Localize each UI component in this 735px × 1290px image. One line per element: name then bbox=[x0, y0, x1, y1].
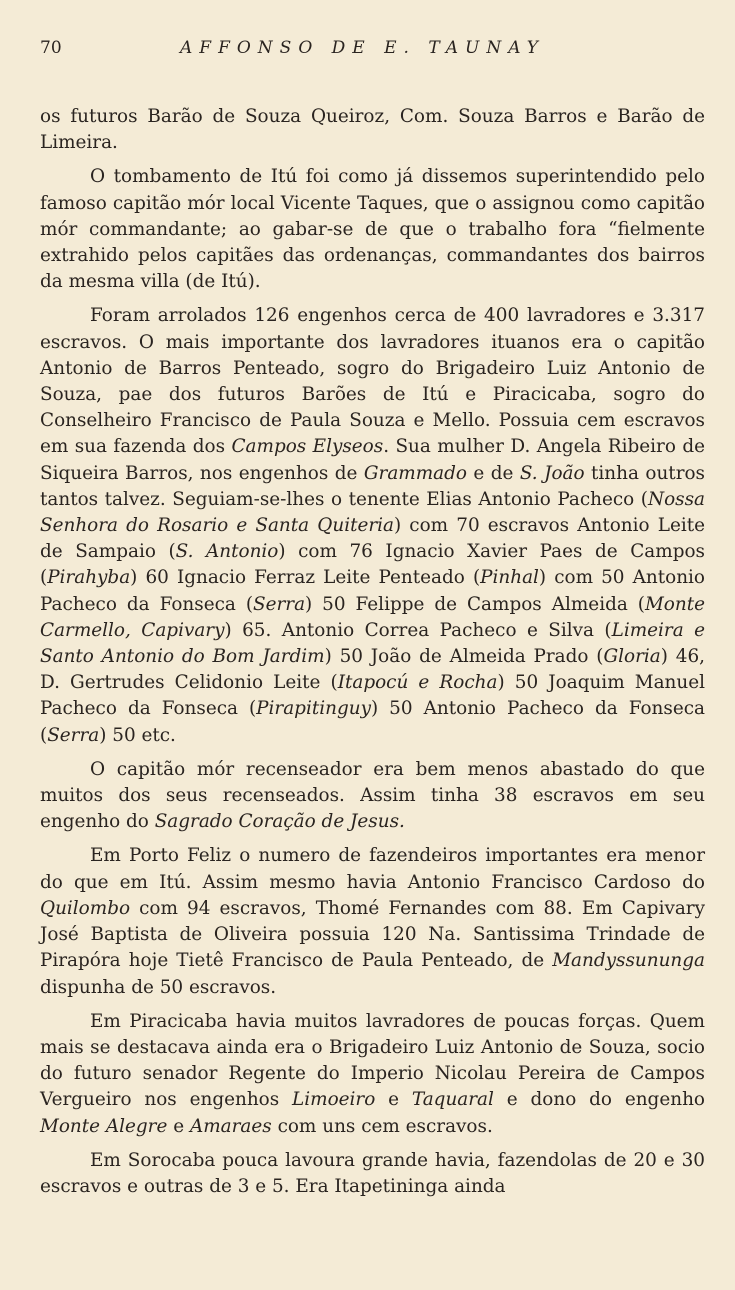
italic-text-run: S. João bbox=[519, 462, 585, 484]
italic-text-run: Mandyssununga bbox=[552, 950, 705, 972]
running-head bbox=[40, 38, 705, 70]
text-run: ) 50 João de Almeida Prado ( bbox=[324, 646, 604, 668]
running-title: AFFONSO DE E. TAUNAY bbox=[180, 38, 546, 58]
italic-text-run: Serra bbox=[47, 724, 100, 746]
text-run: ) 50 etc. bbox=[99, 724, 176, 746]
italic-text-run: Itapocú e Rocha bbox=[337, 672, 498, 694]
text-run: O capitão mór recenseador era bem menos abastado do que muitos dos seus recenseados. Assim tinha 38 escravos em seu engenho do bbox=[40, 758, 705, 833]
text-run: Foram arrolados 126 engenhos cerca de 400 lavradores e 3.317 escravos. O mais importante dos lavradores ituanos era o capitão Antonio de Barros Penteado, sogro do Brigadeiro Luiz Antonio de Souza, pae dos futuros Barões de Itú e Piracicaba, sogro do Conselheiro Francisco de Paula Souza e Mello. Possuia cem escravos em sua fazenda dos bbox=[40, 305, 705, 458]
italic-text-run: Limoeiro bbox=[292, 1089, 376, 1111]
paragraph bbox=[40, 1009, 705, 1140]
body-text bbox=[40, 104, 705, 1200]
italic-text-run: Monte Carmello, Capivary bbox=[40, 593, 705, 641]
text-run: O tombamento de Itú foi como já dissemos superintendido pelo famoso capitão mór local Vicente Taques, que o assignou como capitão mór commandante; ao gabar-se de que o trabalho fora “fielmente extrahido pelos capitães das ordenanças, commandantes dos bairros da mesma villa (de Itú). bbox=[40, 166, 705, 293]
paragraph bbox=[40, 757, 705, 836]
italic-text-run: Sagrado Coração de Jesus. bbox=[154, 811, 405, 833]
italic-text-run: Serra bbox=[253, 593, 306, 615]
italic-text-run: Monte Alegre bbox=[40, 1115, 168, 1137]
text-run: ) 60 Ignacio Ferraz Leite Penteado ( bbox=[130, 567, 481, 589]
paragraph bbox=[40, 1148, 705, 1200]
italic-text-run: Campos Elyseos bbox=[231, 436, 384, 458]
text-run: e bbox=[375, 1089, 412, 1111]
text-run: Em Porto Feliz o numero de fazendeiros importantes era menor do que em Itú. Assim mesmo havia Antonio Francisco Cardoso do bbox=[40, 845, 705, 893]
italic-text-run: Pirapitinguy bbox=[256, 698, 371, 720]
text-run: ) com 50 Antonio Pacheco da Fonseca ( bbox=[40, 567, 705, 615]
text-run: ) 50 Joaquim Manuel Pacheco da Fonseca ( bbox=[40, 672, 706, 720]
text-run: ) 65. Antonio Correa Pacheco e Silva ( bbox=[224, 619, 612, 641]
text-run: os futuros Barão de Souza Queiroz, Com. Souza Barros e Barão de Limeira. bbox=[40, 106, 705, 154]
italic-text-run: Gloria bbox=[603, 646, 661, 668]
paragraph bbox=[40, 164, 705, 295]
text-run: Em Sorocaba pouca lavoura grande havia, fazendolas de 20 e 30 escravos e outras de 3 e 5. Era Itapetininga ainda bbox=[40, 1149, 705, 1197]
text-run: ) com 76 Ignacio Xavier Paes de Campos ( bbox=[40, 541, 705, 589]
text-run: dispunha de 50 escravos. bbox=[40, 976, 277, 998]
italic-text-run: S. Antonio bbox=[175, 541, 279, 563]
text-run: e bbox=[167, 1115, 190, 1137]
text-run: tinha outros tantos talvez. Seguiam-se-lhes o tenente Elias Antonio Pacheco ( bbox=[40, 462, 705, 510]
italic-text-run: Limeira e Santo Antonio do Bom Jardim bbox=[40, 619, 705, 668]
text-run: . Sua mulher D. Angela Ribeiro de Siqueira Barros, nos engenhos de bbox=[40, 436, 705, 484]
text-run: ) 50 Felippe de Campos Almeida ( bbox=[305, 593, 645, 615]
italic-text-run: Amaraes bbox=[189, 1115, 272, 1137]
text-run: ) 50 Antonio Pacheco da Fonseca ( bbox=[40, 698, 705, 746]
italic-text-run: Pirahyba bbox=[47, 567, 131, 589]
italic-text-run: Quilombo bbox=[40, 897, 131, 919]
paragraph bbox=[40, 104, 705, 156]
italic-text-run: Pinhal bbox=[480, 567, 539, 589]
paragraph bbox=[40, 843, 705, 1000]
italic-text-run: Grammado bbox=[363, 462, 467, 484]
text-run: com 94 escravos, Thomé Fernandes com 88. Em Capivary José Baptista de Oliveira possuia 120 Na. Santissima Trindade de Pirapóra hoje Tietê Francisco de Paula Penteado, de bbox=[40, 897, 705, 972]
text-run: e dono do engenho bbox=[493, 1089, 705, 1111]
text-run: Em Piracicaba havia muitos lavradores de poucas forças. Quem mais se destacava ainda era o Brigadeiro Luiz Antonio de Souza, socio do futuro senador Regente do Imperio Nicolau Pereira de Campos Vergueiro nos engenhos bbox=[40, 1010, 705, 1111]
paragraph bbox=[40, 303, 705, 748]
text-run: ) com 70 escravos Antonio Leite de Sampaio ( bbox=[40, 515, 705, 563]
italic-text-run: Nossa Senhora do Rosario e Santa Quiteria bbox=[40, 488, 705, 537]
page-number: 70 bbox=[40, 38, 62, 58]
text-run: e de bbox=[466, 462, 520, 484]
text-run: com uns cem escravos. bbox=[271, 1115, 493, 1137]
italic-text-run: Taquaral bbox=[411, 1089, 494, 1111]
text-run: ) 46, D. Gertrudes Celidonio Leite ( bbox=[40, 646, 706, 694]
